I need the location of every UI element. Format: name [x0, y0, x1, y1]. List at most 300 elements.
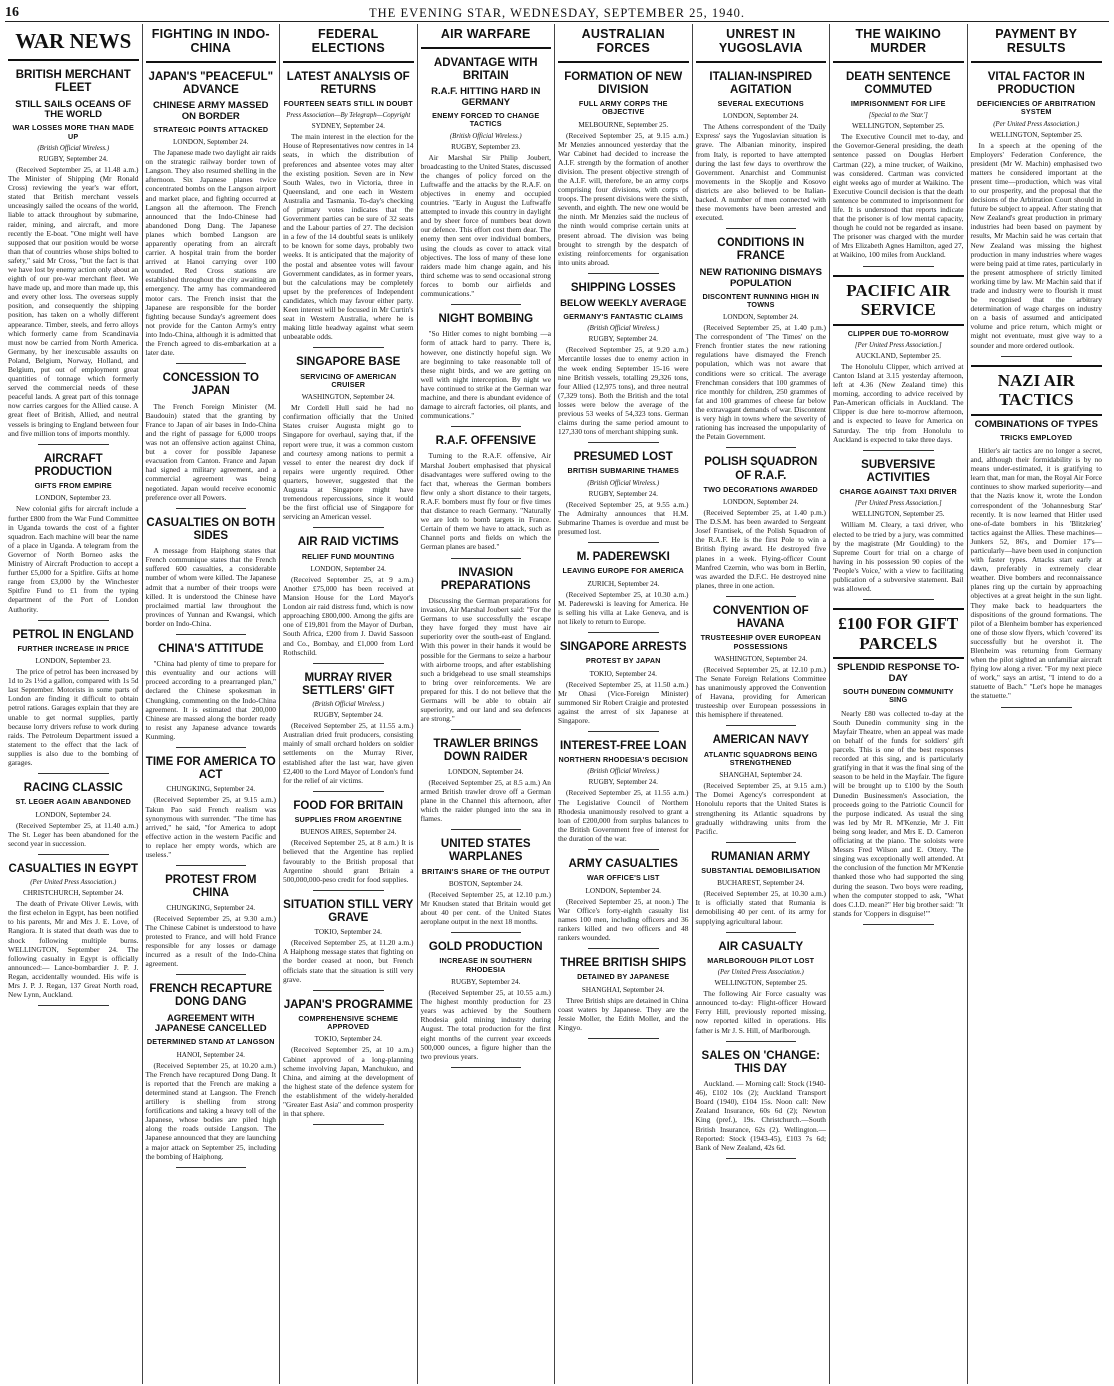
article-body: (Received September 25, at 9.15 a.m.) Takun Pao said French realism was synonymous with surrender. "The time has arrived," he said, "for America to adopt effective action in the western Pacific and to replace her empty words, which are useless." [145, 795, 276, 860]
subheadline: BELOW WEEKLY AVERAGE [560, 298, 687, 310]
headline: SINGAPORE ARRESTS [559, 641, 687, 654]
section-divider [38, 773, 109, 774]
article [558, 858, 689, 949]
dateline: RUGBY, September 24. [588, 778, 658, 787]
article-body: (Received September 25, at 12.10 p.m.) The Senate Foreign Relations Committee has unanimously approved the Convention of Havana, providing for American trusteeship over European possessions in this hemisphere if threatened. [695, 664, 826, 720]
section-divider [588, 632, 659, 633]
dateline: HANOI, September 24. [176, 1050, 245, 1059]
deck: CLIPPER DUE TO-MORROW [847, 328, 949, 338]
headline: NAZI AIR TACTICS [971, 365, 1103, 416]
article [696, 734, 827, 842]
article [146, 517, 277, 635]
section-divider [588, 273, 659, 274]
deck: COMPREHENSIVE SCHEME APPROVED [298, 1013, 399, 1032]
article-body: (Received September 25, at 10.30 a.m.) M. Paderewski is leaving for America. He is selling his villa at Lake Geneva, and is not likely to return to Europe. [558, 589, 689, 626]
article [8, 782, 139, 855]
headline: POLISH SQUADRON OF R.A.F. [704, 456, 818, 482]
article-body: The death of Private Oliver Lewis, with the first echelon in Egypt, has been notified to his parents, Mr and Mrs J. E. Love, of Rangiora. It is stated that death was due to shock following multiple burns. WELLINGTON, September 24. The following casualty in Egypt is officially announced:— Lance-bombardier J. P. J. Regan, accidentally wounded. His wife is Mrs J. P. J. Regan, 137 Great North road, New Lynn, Auckland. [8, 899, 139, 1000]
article-body: (Received September 25, at 1.40 p.m.) The correspondent of 'The Times' on the French frontier states the new rationing regulations have dismayed the French population, which was not aware that conditions were so critical. The average Frenchman considers that 100 grammes of rice monthly for children, 250 grammes of fat and 100 grammes of cheese far below the extravagant demands of war. Discontent is very high in towns where the severity of rationing has increased the unpopularity of the Petain Government. [695, 323, 826, 442]
section-divider [863, 599, 934, 600]
column-1 [5, 24, 143, 1384]
headline: CASUALTIES IN EGYPT [8, 862, 138, 875]
dateline: CHRISTCHURCH, September 24. [22, 889, 124, 898]
dateline: SYDNEY, September 24. [311, 122, 385, 131]
section-divider [588, 731, 659, 732]
article-body: (Received September 25, at noon.) The War Office's forty-eighth casualty list names 100 men, including officers and 36 rankers killed and two officers and 48 rankers wounded. [558, 896, 689, 942]
deck: TRUSTEESHIP OVER EUROPEAN POSSESSIONS [700, 633, 821, 651]
wire-credit: (Per United Press Association.) [30, 879, 117, 887]
subheadline: NEW RATIONING DISMAYS POPULATION [699, 266, 822, 289]
section-divider [863, 450, 934, 451]
section-divider [176, 1167, 247, 1168]
article-body: (Received September 25, at 10.30 a.m.) It is officially stated that Rumania is demobilising 40 per cent. of its army for supplying agricultural labour. [695, 889, 826, 926]
headline: CONDITIONS IN FRANCE [717, 237, 805, 263]
deck: ST. LEGER AGAIN ABANDONED [15, 797, 131, 807]
headline: ITALIAN-INSPIRED AGITATION [709, 70, 813, 96]
section-divider [38, 854, 109, 855]
deck: STRATEGIC POINTS ATTACKED [153, 124, 269, 134]
article [421, 57, 552, 305]
subheadline: AGREEMENT WITH JAPANESE CANCELLED [154, 1012, 267, 1035]
section-divider [313, 527, 384, 528]
section-divider [313, 890, 384, 891]
section-divider [451, 1067, 522, 1068]
headline: GOLD PRODUCTION [428, 941, 543, 954]
column-7 [830, 24, 968, 1384]
dateline: RUGBY, September 24. [451, 978, 521, 987]
section-divider [451, 304, 522, 305]
article-body: (Received September 25, at 12.10 p.m.) Mr Knudsen stated that Britain would get about 40 per cent. of the United States aeroplane output in the next 18 months. [420, 889, 551, 927]
article-body: (Received September 25, at 1.40 p.m.) The D.S.M. has been awarded to Sergeant Josef Frantisek, of the Polish Squadron of the R.A.F. He is the first Pole to win a British flying award. He destroyed five planes in a week. Flying-officer Count Manfred Czernin, who was born in Berlin, was awarded the D.F.C. He destroyed nine planes, three in one action. [695, 508, 826, 590]
article [146, 71, 277, 365]
wire-credit: (British Official Wireless.) [37, 144, 110, 152]
section-divider [726, 932, 797, 933]
article-body: New colonial gifts for aircraft include a further £800 from the War Fund Committee in Uganda towards the cost of a fighter squadron. Each machine will bear the name of a place in Uganda. A telegram from the Governor of North Borneo asks the Ministry of Aircraft Production to accept a further £5,000 for a Spitfire. Gifts at home range from £3,000 by the Winchester Spitfire Fund to £1 from the typing department of the Port of London Authority. [8, 504, 139, 614]
article [558, 71, 689, 274]
section-divider [588, 542, 659, 543]
article-body: (Received September 25, at 10 a.m.) Cabinet approved of a long-planning scheme involving Japan, Manchukuo, and China, and aiming at the development of the highest state of the defence system for the establishment of the widely-heralded "Greater East Asia" and common prosperity in that sphere. [283, 1045, 414, 1119]
section-divider [726, 228, 797, 229]
wire-credit: (British Official Wireless.) [587, 768, 660, 776]
column-5 [555, 24, 693, 1384]
dateline: TOKIO, September 24. [314, 928, 382, 937]
deck: PROTEST BY JAPAN [585, 656, 661, 666]
dateline: TOKIO, September 24. [589, 669, 657, 678]
wire-credit: (Per United Press Association.) [993, 120, 1080, 128]
masthead [5, 4, 1109, 22]
article-body: The price of petrol has been increased by 1d to 2s 1½d a gallon, compared with 1s 5d last September. Motorists in some parts of London are finding it difficult to obtain petrol rations. Garages explain that they are unable to get normal supplies, partly because lorry drivers refuse to work during raids. The Petroleum Department issued a statement to the effect that the lack of supplies is also due to the bombing of garages. [8, 667, 139, 768]
section-divider [176, 865, 247, 866]
deck: ENEMY FORCED TO CHANGE TACTICS [432, 111, 540, 129]
section-divider [313, 791, 384, 792]
headline: FOOD FOR BRITAIN [293, 799, 404, 812]
deck: BRITISH SUBMARINE THAMES [567, 466, 679, 476]
article [421, 435, 552, 558]
section-divider [176, 634, 247, 635]
dateline: WELLINGTON, September 25. [852, 510, 945, 519]
article [696, 941, 827, 1042]
section-divider [726, 447, 797, 448]
column-6 [693, 24, 831, 1384]
article-body: The Athens correspondent of the 'Daily Express' says the Yugoslavian situation is grave. The Albanian minority, inspired from Italy, is reported to have attempted during the last few days to overthrow the Government. Anarchist and Communist movements in the Skoplje and Kosovo districts are also believed to be Italian-backed. A number of men connected with these movements have been arrested and executed. [695, 122, 826, 223]
section-divider [176, 747, 247, 748]
section-divider [726, 842, 797, 843]
headline: FORMATION OF NEW DIVISION [564, 70, 683, 96]
section-divider [313, 1124, 384, 1125]
headline: UNITED STATES WARPLANES [440, 838, 531, 864]
headline: CONVENTION OF HAVANA [712, 604, 809, 631]
section-divider [726, 1158, 797, 1159]
article [833, 71, 964, 267]
headline: SINGAPORE BASE [296, 356, 401, 369]
article [8, 863, 139, 1006]
dateline: CHUNGKING, September 24. [166, 785, 256, 794]
column-title: FIGHTING IN INDO-CHINA [146, 24, 277, 63]
column-4 [418, 24, 556, 1384]
article [8, 629, 139, 775]
dateline: AUCKLAND, September 25. [855, 351, 941, 360]
subheadline: COMBINATIONS OF TYPES [974, 418, 1098, 430]
article-body: (Received September 25, at 9.55 a.m.) The Admiralty announces that H.M. Submarine Thames is overdue and must be presumed lost. [558, 499, 689, 537]
deck: LEAVING EUROPE FOR AMERICA [562, 566, 684, 576]
headline: PRESUMED LOST [573, 451, 673, 464]
article [283, 536, 414, 663]
deck: SOUTH DUNEDIN COMMUNITY SING [842, 687, 954, 705]
deck: DETAINED BY JAPANESE [577, 972, 670, 982]
headline: SALES ON 'CHANGE: THIS DAY [701, 1049, 820, 1075]
article-body: (Received September 25, at 11.55 a.m.) Australian dried fruit producers, consisting mainly of small orchard holders on soldier settlements on the Murray River, established after the last war, have given £2,400 to the Lord Mayor of London's fund for the relief of air victims. [283, 721, 414, 785]
headline: VITAL FACTOR IN PRODUCTION [987, 70, 1085, 96]
article-body: A message from Haiphong states that French communique states that the French suffered 600 casualties, a considerable number of whom were killed. The Japanese admit that a number of their troops were killed. It is understood the Chinese have proclaimed martial law throughout the provinces of Yunnan and Kwangsi, which border on Indo-China. [145, 546, 276, 628]
section-divider [863, 266, 934, 267]
dateline: SHANGHAI, September 24. [719, 771, 803, 780]
headline: THREE BRITISH SHIPS [560, 957, 687, 970]
wire-credit: (Per United Press Association.) [717, 969, 804, 977]
section-divider [38, 620, 109, 621]
article-body: Nearly £80 was collected to-day at the South Dunedin community sing in the Mayfair Theatre, when an appeal was made on behalf of the funds for soldiers' gift parcels. This is one of the best responses recorded at this sing, and is particularly gratifying in that it was the final sing of the season to be held in the Mayfair. The figure will be brought up to £100 by the South Dunedin Businessmen's Association, the proceeds going to the Patriotic Council for the purpose indicated. As usual the sing was led by Mr R. M'Kenzie, Mr J. Fitt being song leader, and Mrs E. D. Cameron officiating at the piano. The soloists were Messrs Fred Wilson and E. Ottery. The singing was exceptionally well attended. At the conclusion of the function Mr M'Kenzie thanked those who had supported the sing during the season. Two boys were reading, when the computer stopped to ask, "What does C.I.D. mean?" Her big brother said: "It stands for 'Coppers in disguise!'" [833, 708, 964, 918]
headline: R.A.F. OFFENSIVE [435, 435, 536, 448]
headline: BRITISH MERCHANT FLEET [15, 69, 131, 95]
article-body: (Received September 25, at 10.55 a.m.) The highest monthly production for 23 years was achieved by the Southern Rhodesia gold mining industry during August. The total production for the first eight months of the current year exceeds 500,000 ounces, a figure higher than the two previous years. [420, 988, 551, 1061]
headline: TRAWLER BRINGS DOWN RAIDER [433, 738, 539, 764]
article-body: Discussing the German preparations for invasion, Air Marshal Joubert said: "For the Germans to use successfully the escape they have forged they must have air superiority over the south-east of England. With this power in their hands it would be possible for the Germans to seize a harbour with airborne troops, and after establishing such a bridgehead to use small steamships to bring over reinforcements. We are prepared for this. I do not believe that the Germans will be able to obtain air superiority, and our land and sea defences are strong." [420, 595, 551, 724]
dateline: LONDON, September 24. [723, 112, 799, 121]
article [833, 459, 964, 600]
dateline: LONDON, September 24. [448, 767, 524, 776]
article-body: (Received September 25, at 11.40 a.m.) The St. Leger has been abandoned for the second year in succession. [8, 820, 139, 848]
section-divider [176, 508, 247, 509]
article-body: The Honolulu Clipper, which arrived at Canton Island at 3.15 yesterday afternoon, left at 4.36 (New Zealand time) this morning, according to advice received by Pan-American officials in Auckland. The Clipper is due here to-morrow afternoon, and is expected to leave for America on Saturday. The trip from Honolulu to Auckland is expected to take three days. [833, 361, 964, 444]
dateline: BUCHAREST, September 24. [717, 879, 805, 888]
headline: RACING CLASSIC [23, 782, 123, 795]
column-title: WAR NEWS [8, 24, 139, 61]
dateline: RUGBY, September 24. [313, 711, 383, 720]
headline: LATEST ANALYSIS OF RETURNS [286, 70, 410, 96]
deck: NORTHERN RHODESIA'S DECISION [558, 755, 688, 765]
masthead-title: THE EVENING STAR, WEDNESDAY, SEPTEMBER 25, 1940. [369, 6, 745, 20]
dateline: CHUNGKING, September 24. [166, 903, 256, 912]
article [283, 800, 414, 891]
dateline: ZURICH, September 24. [587, 579, 660, 588]
wire-credit: [Per United Press Association.] [854, 500, 942, 508]
dateline: RUGBY, September 24. [588, 335, 658, 344]
article-body: (Received September 25, at 9.15 a.m.) Mr Menzies announced yesterday that the War Cabinet had decided to increase the A.I.F. strength by the formation of another division. The present objective strength of the A.I.F. will, therefore, be an army corps comprising four divisions, with corps of troops. The present divisions were the sixth, seventh, and eighth. The new one would be the ninth. Mr Menzies said the nucleus of the ninth would comprise certain units at present abroad. The division was being brought to strength by the despatch of existing reinforcements for organisation into units abroad. [558, 130, 689, 267]
dateline: TOKIO, September 24. [314, 1035, 382, 1044]
article-body: "So Hitler comes to night bombing —a form of attack hard to parry. There is, however, one distinctly hopeful sign. We are beginning to take reasonable toll of these night birds, and we are getting on well with night interception. By night we have continued to strike at the German war machine, and there is abundant evidence of damage to aircraft factories, oil plants, and communications." [420, 329, 551, 421]
article [8, 69, 139, 445]
headline: AIRCRAFT PRODUCTION [34, 452, 112, 478]
deck: TWO DECORATIONS AWARDED [703, 484, 818, 494]
section-divider [588, 849, 659, 850]
column-3 [280, 24, 418, 1384]
section-divider [313, 663, 384, 664]
article [971, 365, 1103, 708]
article [558, 641, 689, 732]
wire-credit: (British Official Wireless.) [587, 325, 660, 333]
headline: SITUATION STILL VERY GRAVE [283, 898, 414, 924]
article [696, 71, 827, 230]
section-divider [313, 990, 384, 991]
dateline: LONDON, September 24. [723, 313, 799, 322]
dateline: WASHINGTON, September 24. [714, 654, 808, 663]
headline: SHIPPING LOSSES [570, 281, 676, 294]
article-body: (Received September 25, at 9.15 a.m.) The Domei Agency's correspondent at Honolulu reports that the United States is strengthening its Atlantic squadrons by gradually withdrawing units from the Pacific. [695, 781, 826, 836]
section-divider [451, 932, 522, 933]
headline: PACIFIC AIR SERVICE [833, 275, 964, 326]
deck: ATLANTIC SQUADRONS BEING STRENGTHENED [703, 749, 818, 767]
article [283, 672, 414, 792]
article-body: William M. Cleary, a taxi driver, who elected to be tried by a jury, was committed by the magistrate (Mr Goulding) to the Supreme Court for trial on a charge of having in his possession 90 copies of the 'People's Voice,' with a view to facilitating publication of a subversive statement. Bail was allowed. [833, 520, 964, 594]
section-divider [38, 444, 109, 445]
column-title: FEDERAL ELECTIONS [283, 24, 414, 63]
headline: ARMY CASUALTIES [568, 858, 678, 871]
headline: NIGHT BOMBING [438, 313, 534, 326]
section-divider [313, 347, 384, 348]
deck: MARLBOROUGH PILOT LOST [707, 955, 815, 965]
deck: IMPRISONMENT FOR LIFE [850, 98, 946, 108]
deck: SUPPLIES FROM ARGENTINE [294, 815, 402, 825]
deck: DEFICIENCIES OF ARBITRATION SYSTEM [977, 98, 1096, 117]
columns-container [5, 24, 1109, 1384]
article [146, 983, 277, 1168]
article [558, 957, 689, 1039]
article-body: Auckland. — Morning call: Stock (1940-46), £102 10s (2); Auckland Transport Board (1940), £104 15s. Noon call: New Zealand Insurance, 60s 6d (2); Newton King (pref.), 19s. Christchurch.—South British Insurance, 62s (2). Wellington.—Reported: Stock (1943-45), £103 7s 6d; Bank of New Zealand, 42s 6d. [695, 1079, 826, 1152]
section-divider [451, 729, 522, 730]
headline: INTEREST-FREE LOAN [559, 739, 687, 752]
headline: M. PADEREWSKI [576, 551, 670, 564]
headline: RUMANIAN ARMY [711, 850, 811, 863]
article [146, 874, 277, 975]
article-body: The Japanese made two daylight air raids on the strategic railway border town of Langson. They also resumed shelling in the afternoon. Six Japanese planes twice concentrated bombs on the Langson airport and market place, and fighting occurred at Langson all the afternoon. The French announced that the Indo-Chinese had abandoned Dong Dang. The Japanese planes which bombed Langson are apparently operating from an aircraft carrier. A hospital train from the border arrived at Hanoi carrying over 100 wounded. Red Cross stations are established throughout the city awaiting an emergency. The army has commandeered motor cars. The French insist that the Japanese are responsible for the border fighting because Sunday's agreement does not provide for the Canton Army's entry into Indo-China, although it is admitted that the French agreed to dis-embarkation at a later date. [145, 148, 276, 358]
section-divider [726, 1041, 797, 1042]
article-body: The following Air Force casualty was announced to-day: Flight-officer Howard Ferry Hill, previously reported missing, now reported killed in operations. His father is Mr J. S. Hill, of Marlborough. [695, 989, 826, 1035]
article [558, 451, 689, 543]
headline: ADVANTAGE WITH BRITAIN [433, 56, 538, 82]
subheadline: CHINESE ARMY MASSED ON BORDER [152, 99, 269, 122]
dateline: BUENOS AIRES, September 24. [300, 828, 397, 837]
article [971, 71, 1103, 357]
article-body: (Received September 25, at 8 a.m.) It is believed that the Argentine has replied favourably to the British proposal that Argentine should grant Britain a 500,000,000-peso credit for food supplies. [283, 838, 414, 884]
headline: SUBVERSIVE ACTIVITIES [861, 458, 936, 484]
wire-credit: (British Official Wireless.) [587, 479, 660, 487]
article [283, 356, 414, 528]
column-8 [968, 24, 1106, 1384]
article-body: (Received September 25, at 11.48 a.m.) The Minister of Shipping (Mr Ronald Cross) reviewing the year's war effort, stated that British merchant vessels unceasingly sailed the oceans of the world, liable to attack throughout by submarine, raider, mining, and aircraft, and more recently the E-boat. "One might well have supposed that our position would be worse than that of countries whose ships bolted to safety," said Mr Cross, "but the fact is that we have lost by enemy action only about an eighth of our pre-war merchant fleet. We have made up, and more than made up, this and every other loss. The overseas supply position, and consequently the shipping position, has taken on a wholly different appearance. Timber, steels, and ferro alloys which formerly came from Scandinavia must now be carried from North America. Germany, by her inexcusable assaults on Poland, Belgium, Norway, Holland, and Belgium, put out of employment great quantities of tonnage which formerly served the commercial needs of these peaceful lands. A great part of this tonnage now carries cargoes for the Allied cause. A great fleet of British, Allied, and neutral vessels is bringing to England between four and five million tons of imports monthly. [8, 164, 139, 438]
article [421, 738, 552, 830]
headline: DEATH SENTENCE COMMUTED [845, 70, 951, 96]
dateline: SHANGHAI, September 24. [581, 985, 665, 994]
article-body: "China had plenty of time to prepare for this eventuality and our actions will proceed according to a prearranged plan," declared the Chinese spokesman in Chungking, commenting on the Indo-China agreement. It is estimated that 200,000 Chinese are massed along the border ready to resist any Japanese advance towards Kunming. [145, 659, 276, 741]
section-divider [726, 725, 797, 726]
column-title: AUSTRALIAN FORCES [558, 24, 689, 63]
deck: SERVICING OF AMERICAN CRUISER [300, 371, 397, 389]
deck: BRITAIN'S SHARE OF THE OUTPUT [421, 866, 550, 876]
article-body: Three British ships are detained in China coast waters by Japanese. They are the Jessie Moller, the Edith Moller, and the Kingyo. [558, 995, 689, 1032]
headline: CONCESSION TO JAPAN [162, 372, 259, 398]
deck: FURTHER INCREASE IN PRICE [17, 643, 130, 653]
section-divider [588, 442, 659, 443]
headline: CHINA'S ATTITUDE [157, 642, 264, 655]
wire-credit: (British Official Wireless.) [449, 132, 522, 140]
dateline: RUGBY, September 23. [451, 142, 521, 151]
article-body: In a speech at the opening of the Employers' Federation Conference, the president (Mr W. Machin) emphasised two matters he considered important at the present time—production, which was vital to our prosperity, and the proposal that the decisions of the Arbitration Court should in future be subject to appeal. After stating that New Zealand's great production in primary industries had been based on payment by results, Mr Machin said he was certain that New Zealand was missing the highest production in many industries where wages were being paid at time rates, particularly in the present atmosphere of strictly limited working time by law. Mr Machin said that if trade and industry were to flourish it must be recognised that the arbitrary determination of wage charges on industry on a basis of assumed and anticipated volume and price return, which might or might not eventuate, must give way to a sounder and more ordered outlook. [970, 140, 1102, 350]
column-title: AIR WARFARE [421, 24, 552, 49]
deck: DISCONTENT RUNNING HIGH IN TOWNS [702, 291, 820, 309]
article [833, 608, 964, 925]
dateline: BOSTON, September 24. [448, 879, 523, 888]
deck: SUBSTANTIAL DEMOBILISATION [701, 866, 821, 875]
article [421, 941, 552, 1068]
article [558, 740, 689, 850]
article-body: (Received September 25, at 9.20 a.m.) Mercantile losses due to enemy action in the week ending September 15-16 were nine British vessels, totalling 29,326 tons, four Allied (12,975 tons), and three neutral (7,329 tons). Both the British and the total losses were below the average of the previous 53 weeks of 54,323 tons. German claims during the same period amount to 127,330 tons of merchant shipping sunk. [558, 345, 689, 437]
dateline: LONDON, September 24. [723, 498, 799, 507]
dateline: WELLINGTON, September 25. [714, 979, 807, 988]
dateline: LONDON, September 24. [310, 564, 386, 573]
deck: SEVERAL EXECUTIONS [717, 98, 804, 108]
deck: DETERMINED STAND AT LANGSON [146, 1037, 275, 1047]
headline: PETROL IN ENGLAND [12, 628, 134, 641]
section-divider [451, 426, 522, 427]
section-divider [38, 1005, 109, 1006]
article [558, 551, 689, 633]
headline: AIR CASUALTY [718, 940, 804, 953]
dateline: LONDON, September 23. [35, 657, 111, 666]
deck: TRICKS EMPLOYED [1000, 432, 1073, 442]
section-divider [1001, 707, 1073, 708]
article [421, 313, 552, 427]
article [696, 456, 827, 597]
article-body: (Received September 25, at 11.20 a.m.) A Haiphong message states that fighting on the border ceased at noon, but French officials state that the situation is still very grave. [283, 938, 414, 984]
column-title: UNREST IN YUGOSLAVIA [696, 24, 827, 63]
deck: WAR LOSSES MORE THAN MADE UP [12, 123, 135, 141]
subheadline: STILL SAILS OCEANS OF THE WORLD [15, 98, 132, 121]
dateline: RUGBY, September 24. [588, 489, 658, 498]
article-body: The French Foreign Minister (M. Baudouin) stated that the granting by France to Japan of air bases in Indo-China and the right of passage for 6,000 troops was not an offensive action against China, but a cover for possible Japanese evacuation from Canton. France and Japan had signed a military agreement, and a commercial agreement was being negotiated. Japan would receive economic preference over all Powers. [145, 401, 276, 502]
column-2 [143, 24, 281, 1384]
article [421, 567, 552, 731]
deck: FOURTEEN SEATS STILL IN DOUBT [283, 98, 413, 108]
article [283, 899, 414, 991]
headline: CASUALTIES ON BOTH SIDES [146, 516, 276, 542]
article-body: Hitler's air tactics are no longer a secret, and, although their formidability is by no means under-estimated, it is gratifying to learn that, man for man, the Royal Air Force continues to show marked superiority—and that the Nazis know it, wrote the London correspondent of the 'Johannesburg Star' recently. It is now learned that Hitler used one-of-date bombers in his 'Blitzkrieg' tactics against the Allies. These machines—Junkers 52, 86's, and Dornier 17's—particularly—have been used in conjunction with faster types. Attacks start early at dawn, preferably in extremely clear weather. Dive bombers and reconnaissance planes ring up the curtain by approaching objectives at a great height in the sun light. They make back to headquarters the dispositions of the ground formations. The pilot of a Blenheim bomber has experienced one of those slow flyers, which 'covered' its successfully but he overshot it. The Blenheim was returning from Germany when the pilot sighted an unfamiliar aircraft flying low along a river. "For my next piece of work," says an artist, "I intend to do a statuette of Bach." "Let's hope he manages the statuette." [970, 445, 1102, 701]
article [146, 643, 277, 748]
article-body: (Received September 25, at 11.50 a.m.) Mr Ohasi (Vice-Foreign Minister) summoned Sir Robert Craigie and protested against the arrest of six Japanese at Singapore. [558, 679, 689, 725]
section-divider [451, 558, 522, 559]
section-divider [176, 974, 247, 975]
deck: CHARGE AGAINST TAXI DRIVER [839, 487, 957, 497]
article [8, 453, 139, 621]
wire-credit: Press Association—By Telegraph—Copyright [286, 112, 411, 120]
dateline: WASHINGTON, September 24. [301, 393, 395, 402]
article [696, 605, 827, 727]
column-title: PAYMENT BY RESULTS [971, 24, 1103, 63]
article-body: (Received September 25, at 8.5 a.m.) An armed British trawler drove off a German plane in the Channel this afternoon, after which the raider plunged into the sea in flames. [420, 777, 551, 824]
dateline: LONDON, September 23. [35, 494, 111, 503]
dateline: RUGBY, September 24. [38, 154, 108, 163]
dateline: MELBOURNE, September 25. [578, 120, 669, 129]
dateline: WELLINGTON, September 25. [990, 130, 1083, 139]
deck: WAR OFFICE'S LIST [586, 873, 660, 883]
headline: JAPAN'S "PEACEFUL" ADVANCE [148, 70, 274, 96]
article-body: The main interest in the election for the House of Representatives now centres in 14 seats, in which the distribution of preferences and absentee votes may alter the existing position. Seven are in New South Wales, two in Victoria, three in Queensland, and one each in Western Australia and Tasmania. To-day's checking of primary votes indicates that the Government parties can be sure of 32 seats and the Labour parties of 27. The decision in a few of the 14 doubtful seats is unlikely to be known for some days, probably two weeks. It is anticipated that the majority of the postal and absentee votes will favour Government candidates, as in former years, but the calculations may be completely upset by the preferences of Independent candidates, which may favour either party. Keen interest will be focused in Mr Curtin's seat in Western Australia, where he is making little headway against what seem unbeatable odds. [283, 132, 414, 342]
deck: GERMANY'S FANTASTIC CLAIMS [563, 312, 684, 322]
section-divider [1001, 356, 1073, 357]
article [696, 851, 827, 933]
article [833, 275, 964, 451]
headline: INVASION PREPARATIONS [440, 566, 531, 592]
page-number: 16 [5, 5, 19, 20]
article [146, 372, 277, 508]
article [283, 999, 414, 1126]
headline: AIR RAID VICTIMS [297, 536, 399, 549]
deck: INCREASE IN SOUTHERN RHODESIA [439, 956, 533, 974]
headline: TIME FOR AMERICA TO ACT [145, 756, 276, 782]
section-divider [863, 924, 934, 925]
section-divider [726, 596, 797, 597]
article-body: The Executive Council met to-day, and the Governor-General presiding, the death sentence passed on Douglas Herbert Cartman (22), a mine trucker, of Waikino, was considered. Cartman was convicted eight weeks ago of murder at Waikino. The Executive Council decision is that the death sentence be commuted to imprisonment for life. It is understood that reports indicate that the prisoner is of low mental capacity, though he could not be regarded as insane. The prisoner was charged with the murder of Mrs Elizabeth Agnes Hamilton, aged 27, at Waikino, 100 miles from Auckland. [833, 132, 964, 260]
section-divider [176, 363, 247, 364]
article [146, 756, 277, 866]
article-body: Air Marshal Sir Philip Joubert, broadcasting to the United States, discussed the changes of policy forced on the Luftwaffe and the attacks by the R.A.F. on objectives in enemy and occupied countries. "Early in August the Luftwaffe attempted to invade this country in daylight and by sheer force of numbers beat down our defence. This effort cost them dear. The enemy then sent over individual bombers, using the clouds as cover to attack vital objectives. The loss of many of these lone raiders made him change again, and his third scheme was to send occasional strong forces to bomb our airfields and communications." [420, 152, 551, 298]
section-divider [451, 829, 522, 830]
article-body: (Received September 25, at 9 a.m.) Another £75,000 has been received at Mansion House for the Lord Mayor's London air raid distress fund, which is now approaching £800,000. Among the gifts are one of £19,801 from the Mayor of Durban, South Africa, £200 from J. David Sassoon and Co., Bombay, and £1,000 from Lord Rothschild. [283, 574, 414, 657]
headline: JAPAN'S PROGRAMME [283, 998, 413, 1011]
deck: FULL ARMY CORPS THE OBJECTIVE [578, 98, 668, 117]
article-body: Turning to the R.A.F. offensive, Air Marshal Joubert emphasised that physical disadvantages were suffered owing to the fact that, whereas the German bombers flew only a short distance to their targets, R.A.F. bombers must fly four or five times that distance to reach Germany. "Naturally we are loth to bomb targets in France. Certain of them we have to attack, such as Channel ports and fields on which the German planes are based." [420, 451, 551, 552]
subheadline: R.A.F. HITTING HARD IN GERMANY [431, 86, 541, 109]
wire-credit: [Special to the 'Star.'] [868, 112, 928, 120]
article-body: (Received September 25, at 10.20 a.m.) The French have recaptured Dong Dang. It is reported that the French are making a determined stand at Langson. The French artillery is shelling from strong fortifications and taking a heavy toll of the Japanese, whose bodies are piled high along the roads outside Langson. The Japanese announced that they are launching a major attack on September 25, including the bombing of Haiphong. [145, 1060, 276, 1161]
wire-credit: [Per United Press Association.] [854, 341, 942, 349]
dateline: LONDON, September 24. [173, 138, 249, 147]
article [696, 1050, 827, 1159]
article [696, 237, 827, 448]
dateline: LONDON, September 24. [585, 886, 661, 895]
headline: MURRAY RIVER SETTLERS' GIFT [302, 671, 395, 697]
article-body: (Received September 25, at 11.55 a.m.) The Legislative Council of Northern Rhodesia unanimously resolved to grant a loan of £200,000 from surplus balances to the British Government free of interest for the duration of the war. [558, 788, 689, 843]
deck: GIFTS FROM EMPIRE [34, 481, 112, 491]
headline: FRENCH RECAPTURE DONG DANG [149, 983, 273, 1009]
article [558, 282, 689, 443]
headline: PROTEST FROM CHINA [165, 874, 257, 900]
dateline: LONDON, September 24. [35, 810, 111, 819]
article-body: (Received September 25, at 9.30 a.m.) The Chinese Cabinet is understood to have protested to France, and will hold France responsible for any losses or damage incurred as a result of the Indo-China agreement. [145, 913, 276, 969]
deck: RELIEF FUND MOUNTING [301, 551, 395, 561]
subheadline: SPLENDID RESPONSE TO-DAY [837, 662, 960, 685]
dateline: WELLINGTON, September 25. [852, 122, 945, 131]
headline: AMERICAN NAVY [712, 734, 809, 747]
article [421, 838, 552, 933]
